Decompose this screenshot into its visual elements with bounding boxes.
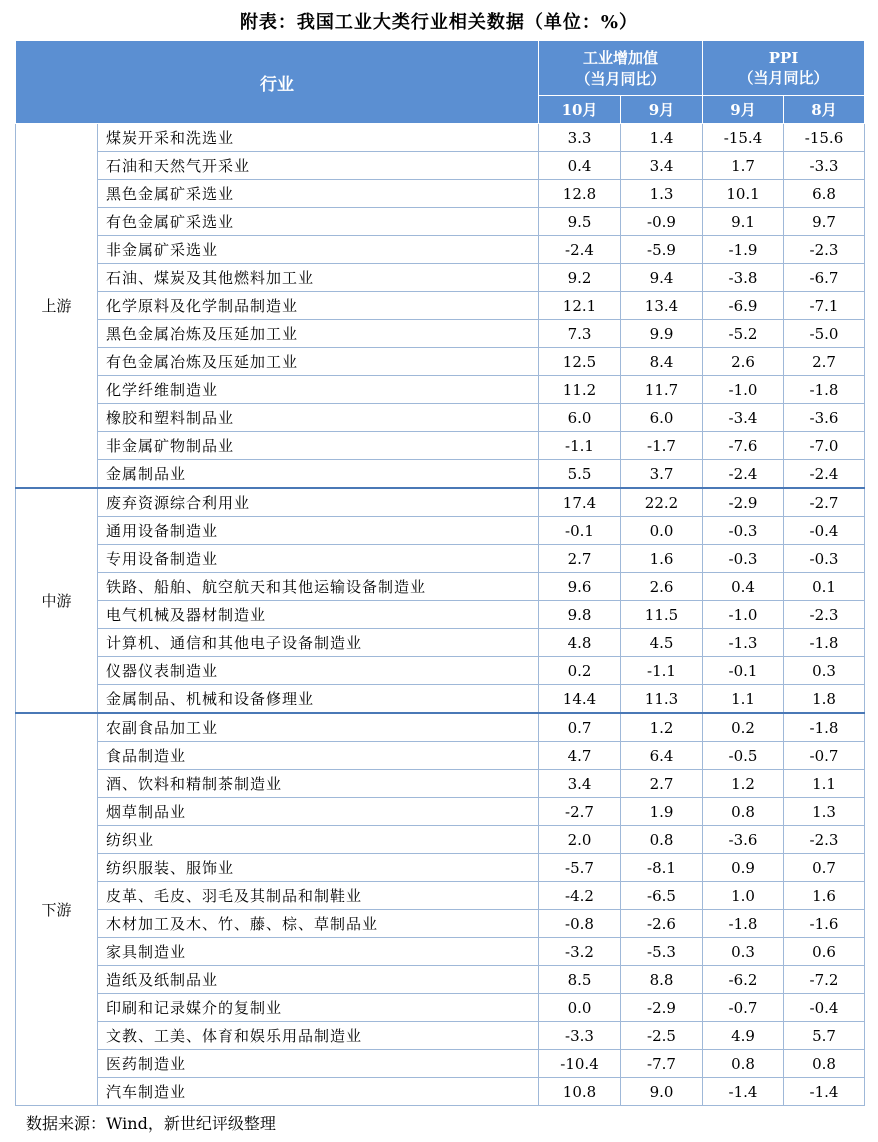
table-row	[16, 152, 865, 180]
value-cell: -0.7	[703, 994, 784, 1022]
industry-name: 石油和天然气开采业	[98, 152, 539, 180]
value-cell: -7.6	[703, 432, 784, 460]
value-cell: 8.5	[539, 966, 621, 994]
ppi-group-header	[703, 41, 865, 96]
table-body	[16, 124, 865, 1106]
value-cell: -0.5	[703, 742, 784, 770]
industry-name: 酒、饮料和精制茶制造业	[98, 770, 539, 798]
value-cell: -5.0	[784, 320, 865, 348]
value-cell: 9.1	[703, 208, 784, 236]
subheader-ppi-sep: 9月	[703, 96, 784, 124]
industry-name: 有色金属冶炼及压延加工业	[98, 348, 539, 376]
industry-name: 汽车制造业	[98, 1078, 539, 1106]
table-row	[16, 994, 865, 1022]
value-cell: 6.0	[539, 404, 621, 432]
industry-name: 化学原料及化学制品制造业	[98, 292, 539, 320]
value-cell: 3.4	[621, 152, 703, 180]
value-cell: -2.5	[621, 1022, 703, 1050]
value-cell: -7.1	[784, 292, 865, 320]
subheader-ppi-aug: 8月	[784, 96, 865, 124]
industry-name: 纺织业	[98, 826, 539, 854]
value-cell: 1.3	[621, 180, 703, 208]
industry-name: 皮革、毛皮、羽毛及其制品和制鞋业	[98, 882, 539, 910]
value-cell: 4.5	[621, 629, 703, 657]
value-cell: -0.1	[703, 657, 784, 685]
value-cell: -0.4	[784, 517, 865, 545]
value-cell: 5.5	[539, 460, 621, 489]
value-cell: 0.9	[703, 854, 784, 882]
table-row	[16, 770, 865, 798]
value-cell: 1.0	[703, 882, 784, 910]
source-note: 数据来源：Wind，新世纪评级整理	[26, 1114, 276, 1133]
segment-label: 下游	[16, 713, 98, 1106]
table-row	[16, 376, 865, 404]
industry-name: 电气机械及器材制造业	[98, 601, 539, 629]
value-cell: 6.0	[621, 404, 703, 432]
value-cell: 9.8	[539, 601, 621, 629]
value-cell: -5.9	[621, 236, 703, 264]
value-cell: -0.4	[784, 994, 865, 1022]
value-added-subtitle: （当月同比）	[575, 70, 666, 88]
value-cell: -1.4	[784, 1078, 865, 1106]
value-cell: 0.8	[703, 798, 784, 826]
value-cell: -7.2	[784, 966, 865, 994]
value-cell: -1.1	[539, 432, 621, 460]
table-row	[16, 938, 865, 966]
industry-name: 石油、煤炭及其他燃料加工业	[98, 264, 539, 292]
segment-label: 中游	[16, 488, 98, 713]
value-cell: 0.3	[703, 938, 784, 966]
value-cell: 8.8	[621, 966, 703, 994]
industry-column-header: 行业	[16, 41, 539, 124]
value-cell: 2.7	[539, 545, 621, 573]
industry-name: 家具制造业	[98, 938, 539, 966]
table-row	[16, 854, 865, 882]
value-cell: -1.8	[703, 910, 784, 938]
value-cell: 1.9	[621, 798, 703, 826]
value-cell: 17.4	[539, 488, 621, 517]
table-row	[16, 713, 865, 742]
value-cell: 12.8	[539, 180, 621, 208]
industry-name: 非金属矿物制品业	[98, 432, 539, 460]
value-cell: 11.2	[539, 376, 621, 404]
industry-name: 专用设备制造业	[98, 545, 539, 573]
value-cell: 9.9	[621, 320, 703, 348]
value-cell: 1.7	[703, 152, 784, 180]
industry-name: 煤炭开采和洗选业	[98, 124, 539, 152]
table-row	[16, 545, 865, 573]
value-cell: 4.9	[703, 1022, 784, 1050]
value-added-group-header	[539, 41, 703, 96]
value-cell: -4.2	[539, 882, 621, 910]
table-row	[16, 1050, 865, 1078]
value-cell: -2.6	[621, 910, 703, 938]
value-cell: 10.1	[703, 180, 784, 208]
value-cell: -1.0	[703, 376, 784, 404]
industry-name: 造纸及纸制品业	[98, 966, 539, 994]
table-row	[16, 517, 865, 545]
table-row	[16, 292, 865, 320]
value-cell: 6.8	[784, 180, 865, 208]
page-title: 附表：我国工业大类行业相关数据（单位：%）	[239, 12, 639, 33]
value-cell: -1.8	[784, 376, 865, 404]
value-cell: -1.0	[703, 601, 784, 629]
table-row	[16, 742, 865, 770]
industry-name: 食品制造业	[98, 742, 539, 770]
value-cell: -1.9	[703, 236, 784, 264]
value-cell: -7.7	[621, 1050, 703, 1078]
value-cell: -3.3	[539, 1022, 621, 1050]
value-cell: 1.1	[784, 770, 865, 798]
value-cell: -2.3	[784, 826, 865, 854]
table-row	[16, 1022, 865, 1050]
value-cell: -5.7	[539, 854, 621, 882]
value-cell: 9.2	[539, 264, 621, 292]
value-cell: 0.4	[703, 573, 784, 601]
value-cell: -3.3	[784, 152, 865, 180]
value-cell: 0.0	[539, 994, 621, 1022]
value-cell: -2.4	[703, 460, 784, 489]
value-cell: -2.9	[703, 488, 784, 517]
value-cell: -0.3	[703, 545, 784, 573]
value-cell: 1.4	[621, 124, 703, 152]
value-cell: 1.3	[784, 798, 865, 826]
segment-label: 上游	[16, 124, 98, 489]
value-cell: 0.4	[539, 152, 621, 180]
industry-name: 烟草制品业	[98, 798, 539, 826]
subheader-va-sep: 9月	[621, 96, 703, 124]
table-row	[16, 966, 865, 994]
table-row	[16, 882, 865, 910]
value-cell: 9.0	[621, 1078, 703, 1106]
value-cell: 0.8	[621, 826, 703, 854]
subheader-va-oct: 10月	[539, 96, 621, 124]
value-cell: 11.7	[621, 376, 703, 404]
table-row	[16, 432, 865, 460]
industry-name: 木材加工及木、竹、藤、棕、草制品业	[98, 910, 539, 938]
value-cell: -2.3	[784, 236, 865, 264]
value-cell: 9.6	[539, 573, 621, 601]
value-cell: 2.7	[784, 348, 865, 376]
value-cell: 2.6	[703, 348, 784, 376]
value-cell: -8.1	[621, 854, 703, 882]
value-cell: 3.3	[539, 124, 621, 152]
industry-name: 金属制品业	[98, 460, 539, 489]
value-cell: -1.3	[703, 629, 784, 657]
value-cell: -2.3	[784, 601, 865, 629]
table-row	[16, 826, 865, 854]
value-cell: -1.1	[621, 657, 703, 685]
industry-name: 废弃资源综合利用业	[98, 488, 539, 517]
table-row	[16, 180, 865, 208]
value-cell: 12.1	[539, 292, 621, 320]
industry-name: 黑色金属矿采选业	[98, 180, 539, 208]
value-cell: 2.6	[621, 573, 703, 601]
industry-name: 有色金属矿采选业	[98, 208, 539, 236]
industry-name: 黑色金属冶炼及压延加工业	[98, 320, 539, 348]
value-cell: 1.8	[784, 685, 865, 714]
value-cell: 0.7	[539, 713, 621, 742]
industry-name: 非金属矿采选业	[98, 236, 539, 264]
value-cell: 0.0	[621, 517, 703, 545]
value-cell: 0.7	[784, 854, 865, 882]
value-cell: 2.0	[539, 826, 621, 854]
value-cell: 4.8	[539, 629, 621, 657]
value-added-title: 工业增加值	[583, 49, 659, 67]
value-cell: -1.4	[703, 1078, 784, 1106]
value-cell: 7.3	[539, 320, 621, 348]
value-cell: -7.0	[784, 432, 865, 460]
table-row	[16, 573, 865, 601]
value-cell: -1.8	[784, 629, 865, 657]
value-cell: 9.5	[539, 208, 621, 236]
value-cell: 3.4	[539, 770, 621, 798]
industry-name: 化学纤维制造业	[98, 376, 539, 404]
table-row	[16, 348, 865, 376]
value-cell: 11.5	[621, 601, 703, 629]
industry-name: 纺织服装、服饰业	[98, 854, 539, 882]
value-cell: -2.4	[784, 460, 865, 489]
value-cell: -0.7	[784, 742, 865, 770]
table-row	[16, 124, 865, 152]
value-cell: -1.6	[784, 910, 865, 938]
table-row	[16, 264, 865, 292]
value-cell: 11.3	[621, 685, 703, 714]
ppi-title: PPI	[768, 48, 799, 67]
value-cell: -6.5	[621, 882, 703, 910]
value-cell: 0.1	[784, 573, 865, 601]
industry-data-table	[15, 40, 865, 1106]
value-cell: 4.7	[539, 742, 621, 770]
table-header	[16, 41, 865, 124]
value-cell: -3.4	[703, 404, 784, 432]
industry-name: 文教、工美、体育和娱乐用品制造业	[98, 1022, 539, 1050]
table-row	[16, 320, 865, 348]
value-cell: 1.6	[784, 882, 865, 910]
value-cell: 5.7	[784, 1022, 865, 1050]
value-cell: -6.9	[703, 292, 784, 320]
value-cell: -10.4	[539, 1050, 621, 1078]
industry-name: 金属制品、机械和设备修理业	[98, 685, 539, 714]
value-cell: 0.3	[784, 657, 865, 685]
industry-name: 印刷和记录媒介的复制业	[98, 994, 539, 1022]
table-row	[16, 685, 865, 714]
value-cell: 3.7	[621, 460, 703, 489]
ppi-subtitle: （当月同比）	[738, 68, 829, 87]
value-cell: -3.2	[539, 938, 621, 966]
value-cell: 0.2	[703, 713, 784, 742]
table-row	[16, 601, 865, 629]
table-row	[16, 910, 865, 938]
industry-name: 计算机、通信和其他电子设备制造业	[98, 629, 539, 657]
value-cell: 12.5	[539, 348, 621, 376]
value-cell: -0.3	[784, 545, 865, 573]
table-row	[16, 1078, 865, 1106]
value-cell: -5.2	[703, 320, 784, 348]
value-cell: 2.7	[621, 770, 703, 798]
table-row	[16, 236, 865, 264]
value-cell: -15.4	[703, 124, 784, 152]
value-cell: 1.1	[703, 685, 784, 714]
table-row	[16, 629, 865, 657]
value-cell: -2.4	[539, 236, 621, 264]
table-row	[16, 404, 865, 432]
value-cell: -3.6	[784, 404, 865, 432]
value-cell: -5.3	[621, 938, 703, 966]
value-cell: 0.6	[784, 938, 865, 966]
value-cell: 1.2	[621, 713, 703, 742]
value-cell: -3.8	[703, 264, 784, 292]
value-cell: -0.9	[621, 208, 703, 236]
value-cell: -1.7	[621, 432, 703, 460]
value-cell: -3.6	[703, 826, 784, 854]
value-cell: -6.2	[703, 966, 784, 994]
value-cell: 10.8	[539, 1078, 621, 1106]
value-cell: -0.8	[539, 910, 621, 938]
value-cell: 0.8	[784, 1050, 865, 1078]
value-cell: -0.3	[703, 517, 784, 545]
value-cell: -0.1	[539, 517, 621, 545]
value-cell: 1.2	[703, 770, 784, 798]
value-cell: -6.7	[784, 264, 865, 292]
table-row	[16, 208, 865, 236]
table-row	[16, 657, 865, 685]
industry-name: 橡胶和塑料制品业	[98, 404, 539, 432]
value-cell: 13.4	[621, 292, 703, 320]
table-row	[16, 460, 865, 489]
value-cell: -2.9	[621, 994, 703, 1022]
value-cell: -15.6	[784, 124, 865, 152]
value-cell: -2.7	[784, 488, 865, 517]
value-cell: 6.4	[621, 742, 703, 770]
value-cell: 0.2	[539, 657, 621, 685]
value-cell: 8.4	[621, 348, 703, 376]
value-cell: 9.7	[784, 208, 865, 236]
table-row	[16, 798, 865, 826]
value-cell: -1.8	[784, 713, 865, 742]
value-cell: -2.7	[539, 798, 621, 826]
value-cell: 22.2	[621, 488, 703, 517]
table-row	[16, 488, 865, 517]
value-cell: 1.6	[621, 545, 703, 573]
industry-name: 医药制造业	[98, 1050, 539, 1078]
industry-name: 铁路、船舶、航空航天和其他运输设备制造业	[98, 573, 539, 601]
industry-name: 农副食品加工业	[98, 713, 539, 742]
value-cell: 9.4	[621, 264, 703, 292]
industry-name: 仪器仪表制造业	[98, 657, 539, 685]
value-cell: 14.4	[539, 685, 621, 714]
value-cell: 0.8	[703, 1050, 784, 1078]
industry-name: 通用设备制造业	[98, 517, 539, 545]
